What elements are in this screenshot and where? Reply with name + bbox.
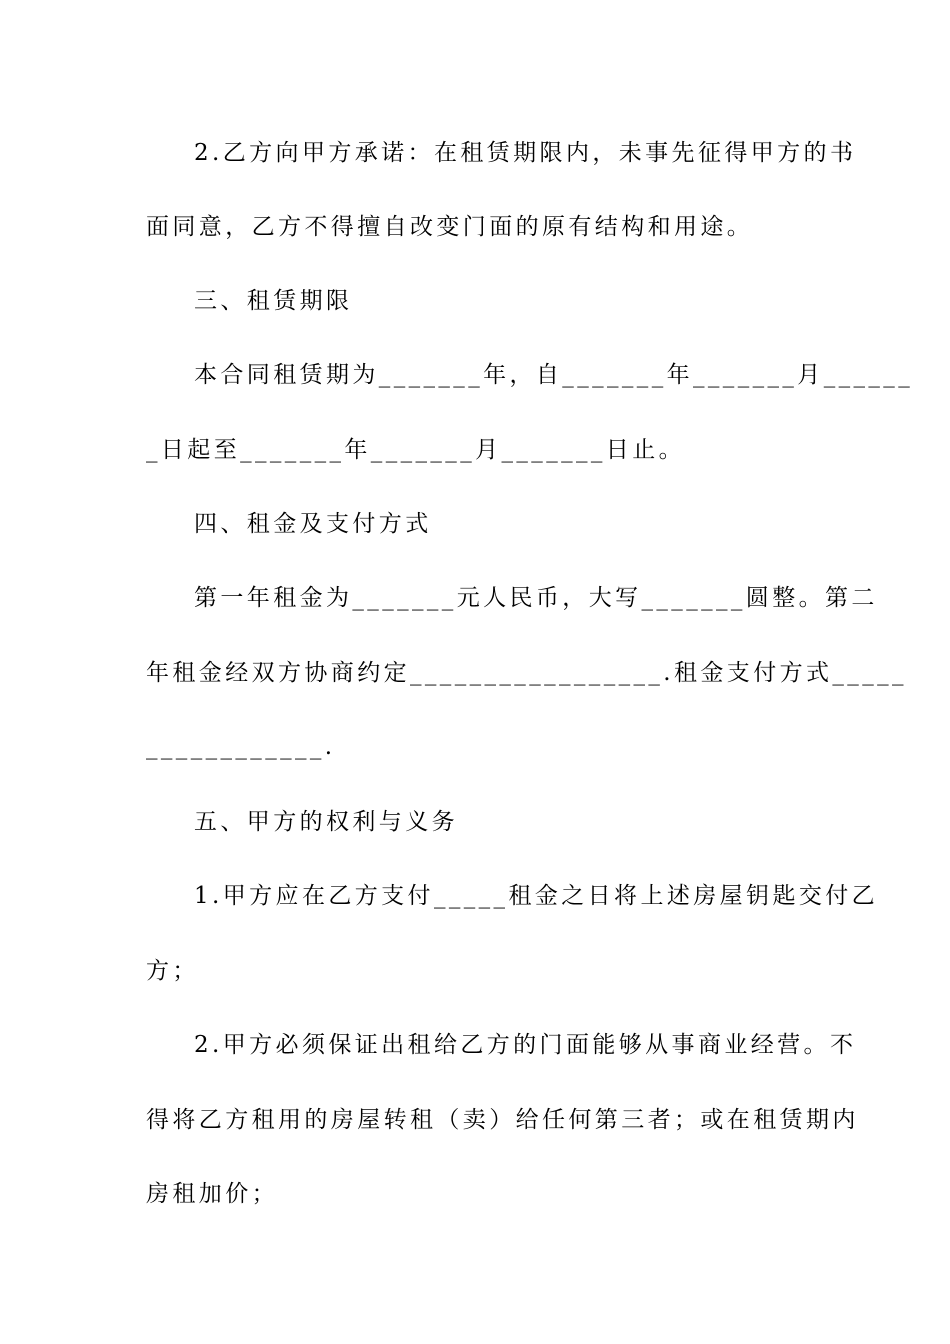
term-line-2: _日起至_______年_______月_______日止。 [146, 437, 685, 463]
clause-2-line-1: 2.乙方向甲方承诺：在租赁期限内，未事先征得甲方的书 [194, 140, 857, 166]
clause-5-2-line-2: 得将乙方租用的房屋转租（卖）给任何第三者；或在租赁期内 [146, 1107, 859, 1133]
clause-5-1-line-2: 方； [146, 958, 199, 984]
term-line-1: 本合同租赁期为_______年，自_______年_______月______ [194, 362, 914, 388]
clause-5-1-line-1: 1.甲方应在乙方支付_____租金之日将上述房屋钥匙交付乙 [194, 883, 879, 909]
clause-5-2-line-3: 房租加价； [146, 1181, 278, 1207]
rent-line-1: 第一年租金为_______元人民币，大写_______圆整。第二 [194, 585, 878, 611]
section-5-heading: 五、甲方的权利与义务 [194, 809, 458, 835]
rent-line-2: 年租金经双方协商约定_________________.租金支付方式_____ [146, 660, 907, 686]
section-4-heading: 四、租金及支付方式 [194, 511, 432, 537]
clause-5-2-line-1: 2.甲方必须保证出租给乙方的门面能够从事商业经营。不 [194, 1032, 857, 1058]
rent-line-3: ____________. [146, 734, 336, 760]
section-3-heading: 三、租赁期限 [194, 288, 353, 314]
clause-2-line-2: 面同意，乙方不得擅自改变门面的原有结构和用途。 [146, 214, 754, 240]
